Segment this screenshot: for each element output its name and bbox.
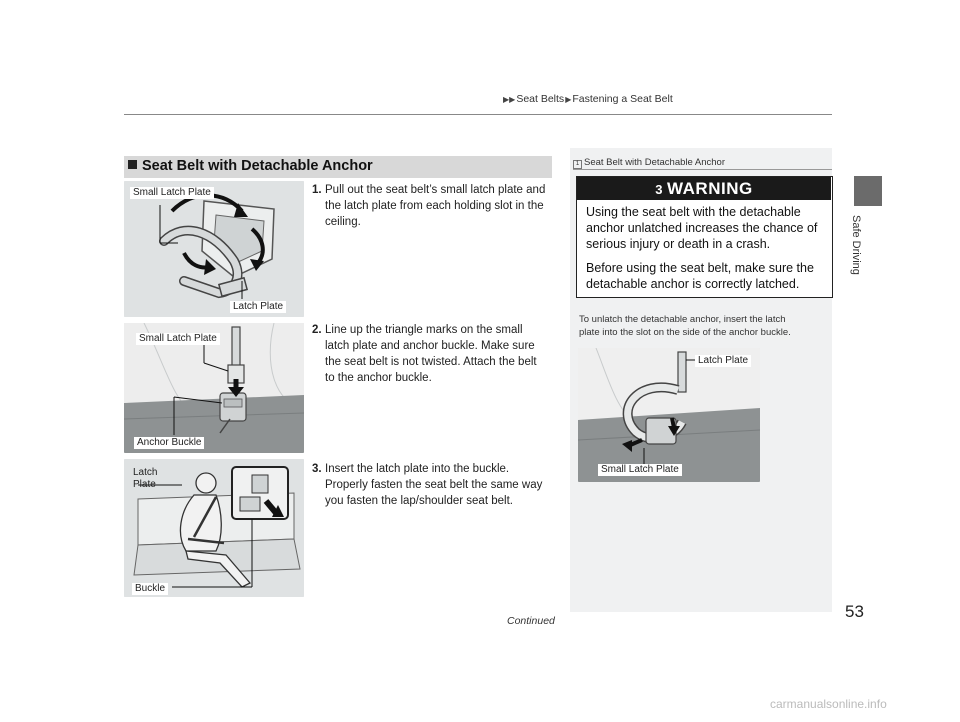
figure-label-latch-plate: Latch Plate: [695, 355, 751, 367]
section-title: [128, 158, 373, 174]
breadcrumb-arrow-icon: ▶: [565, 95, 572, 104]
figure-unlatch-anchor: [578, 348, 760, 482]
note-reference-icon: 1: [573, 160, 582, 169]
breadcrumb-arrow-icon: ▶▶: [503, 95, 516, 104]
step-text-line: ceiling.: [325, 216, 361, 228]
step-text-line: latch plate and anchor buckle. Make sure: [325, 340, 535, 352]
square-bullet-icon: [128, 160, 137, 169]
breadcrumb-item-seat-belts[interactable]: Seat Belts: [516, 93, 565, 105]
note-divider: [573, 169, 832, 170]
warning-header: [577, 177, 831, 200]
step-text-line: the seat belt is not twisted. Attach the belt: [325, 356, 537, 368]
figure-label-small-latch-plate: Small Latch Plate: [130, 187, 214, 199]
note-text-line: plate into the slot on the side of the anchor buckle.: [579, 327, 791, 338]
warning-paragraph-1: [586, 204, 826, 252]
figure-label-buckle: Buckle: [132, 583, 168, 595]
warning-text-line: Using the seat belt with the detachable: [586, 205, 801, 219]
step-number: 2.: [312, 324, 322, 336]
watermark: carmanualsonline.info: [770, 697, 887, 711]
step-1: [312, 182, 557, 230]
figure-attach-anchor-buckle: [124, 323, 304, 453]
chapter-tab-label: Safe Driving: [850, 215, 862, 275]
page-number: 53: [845, 602, 864, 621]
step-text-line: to the anchor buckle.: [325, 372, 432, 384]
breadcrumb-item-fastening[interactable]: Fastening a Seat Belt: [572, 93, 673, 105]
warning-title: WARNING: [667, 179, 753, 198]
chapter-tab-marker: [854, 176, 882, 206]
warning-text-line: Before using the seat belt, make sure the: [586, 261, 814, 275]
breadcrumb: [502, 93, 673, 105]
step-text-line: Pull out the seat belt’s small latch plate and: [325, 184, 546, 196]
step-number: 1.: [312, 184, 322, 196]
continued-label: Continued: [507, 615, 555, 627]
step-text-line: you fasten the lap/shoulder seat belt.: [325, 495, 513, 507]
warning-paragraph-2: [586, 260, 826, 292]
header-divider: [124, 114, 832, 115]
step-3: [312, 461, 557, 509]
step-2: [312, 322, 557, 386]
section-title-text: Seat Belt with Detachable Anchor: [142, 158, 373, 174]
step-text-line: Insert the latch plate into the buckle.: [325, 463, 510, 475]
figure-label-small-latch-plate: Small Latch Plate: [598, 464, 682, 476]
figure-label-latch-plate: Latch Plate: [230, 301, 286, 313]
note-header-text: Seat Belt with Detachable Anchor: [584, 157, 726, 168]
note-body: [579, 313, 827, 339]
step-text-line: Line up the triangle marks on the small: [325, 324, 523, 336]
figure-insert-latch-plate: [124, 459, 304, 597]
figure-illustration: [578, 348, 760, 482]
warning-text-line: anchor unlatched increases the chance of: [586, 221, 818, 235]
warning-triangle-icon: 3: [655, 182, 664, 197]
note-text-line: To unlatch the detachable anchor, insert the latch: [579, 314, 786, 325]
figure-illustration: [124, 181, 304, 317]
note-header: [573, 157, 725, 169]
figure-label-latch-plate: Latch Plate: [133, 467, 158, 490]
step-text-line: the latch plate from each holding slot in the: [325, 200, 544, 212]
figure-pull-out-latch-plates: [124, 181, 304, 317]
warning-text-line: detachable anchor is correctly latched.: [586, 277, 800, 291]
step-text-line: Properly fasten the seat belt the same way: [325, 479, 543, 491]
warning-text-line: serious injury or death in a crash.: [586, 237, 771, 251]
figure-label-anchor-buckle: Anchor Buckle: [134, 437, 204, 449]
figure-label-small-latch-plate: Small Latch Plate: [136, 333, 220, 345]
step-number: 3.: [312, 463, 322, 475]
